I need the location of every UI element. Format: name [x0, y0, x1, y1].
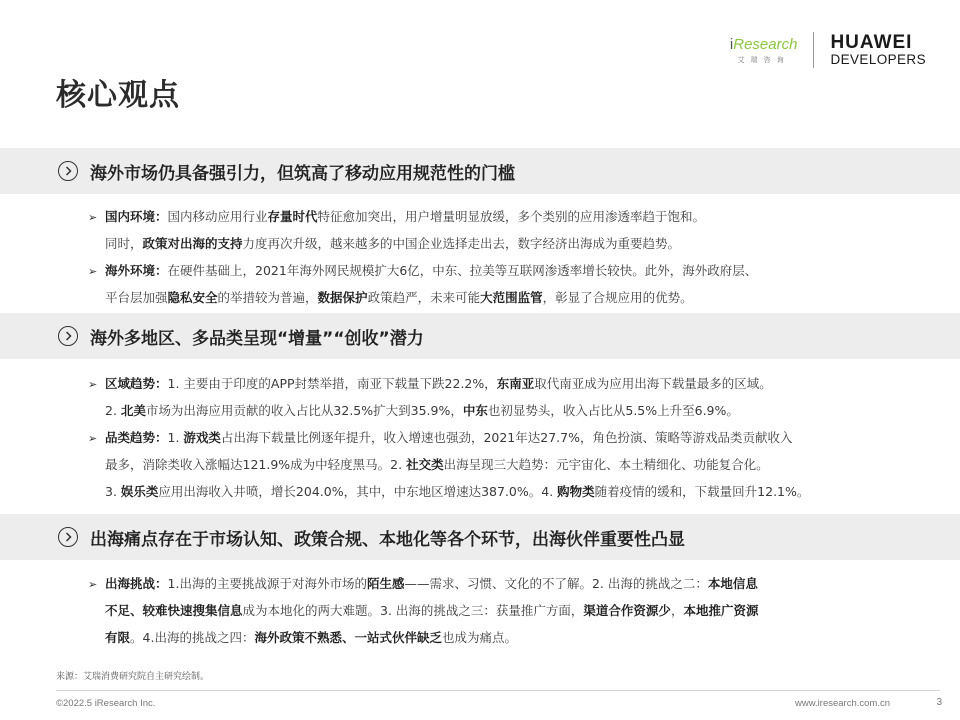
emphasis-text: 购物类 — [557, 484, 595, 499]
section-header-3 — [0, 514, 960, 560]
section-body-3 — [88, 570, 928, 651]
header-logos — [730, 30, 926, 70]
body-text: 应用出海收入井喷，增长204.0%，其中，中东地区增速达387.0%。4. — [158, 484, 558, 499]
body-text: 1.出海的主要挑战源于对海外市场的 — [167, 576, 367, 591]
body-text: 特征愈加突出，用户增量明显放缓，多个类别的应用渗透率趋于饱和。 — [317, 209, 706, 224]
emphasis-text: 出海挑战： — [105, 576, 168, 591]
emphasis-text: 陌生感 — [366, 576, 405, 591]
source-note: 来源：艾瑞消费研究院自主研究绘制。 — [56, 672, 210, 682]
continuation-line — [88, 230, 928, 257]
continuation-line — [88, 397, 928, 424]
emphasis-text: 不足、较难快速搜集信息 — [105, 603, 243, 618]
iresearch-logo-i: i — [729, 35, 734, 53]
chevron-right-circle-icon — [58, 527, 78, 547]
continuation-line — [88, 284, 928, 311]
body-text: 1. 主要由于印度的APP封禁举措，南亚下载量下跌22.2%， — [167, 376, 497, 391]
emphasis-text: 本地信息 — [707, 576, 758, 591]
body-text: 也初显势头，收入占比从5.5%上升至6.9%。 — [487, 403, 739, 418]
emphasis-text: 渠道合作资源少 — [583, 603, 671, 618]
copyright-text: ©2022.5 iResearch Inc. — [56, 698, 156, 709]
body-text: 占出海下载量比例逐年提升，收入增速也强劲，2021年达27.7%，角色扮演、策略等游戏品类贡献收入 — [220, 430, 793, 445]
bullet-line — [88, 203, 928, 230]
body-text: 也成为痛点。 — [441, 630, 517, 645]
arrowhead-bullet-icon: ➢ — [88, 378, 98, 391]
body-text: 最多，消除类收入涨幅达121.9%成为中轻度黑马。2. — [105, 457, 407, 472]
bullet-line — [88, 370, 928, 397]
emphasis-text: 娱乐类 — [120, 484, 159, 499]
body-text: 3. — [105, 484, 121, 499]
emphasis-text: 中东 — [462, 403, 488, 418]
emphasis-text: 东南亚 — [496, 376, 535, 391]
emphasis-text: 区域趋势： — [105, 376, 168, 391]
emphasis-text: 存量时代 — [267, 209, 318, 224]
section-header-1 — [0, 148, 960, 194]
iresearch-logo-word: Research — [733, 35, 798, 53]
logo-divider — [813, 32, 814, 68]
body-text: 。4.出海的挑战之四： — [130, 630, 255, 645]
section-header-2 — [0, 313, 960, 359]
emphasis-text: 海外政策不熟悉、一站式伙伴缺乏 — [254, 630, 442, 645]
emphasis-text: 品类趋势： — [105, 430, 168, 445]
arrowhead-bullet-icon: ➢ — [88, 265, 98, 278]
continuation-line — [88, 624, 928, 651]
emphasis-text: 大范围监管 — [480, 290, 543, 305]
body-text: ， — [670, 603, 684, 618]
body-text: 市场为出海应用贡献的收入占比从32.5%扩大到35.9%， — [145, 403, 463, 418]
emphasis-text: 有限 — [105, 630, 131, 645]
section-body-2 — [88, 370, 928, 505]
continuation-line — [88, 451, 928, 478]
body-text: 1. — [167, 430, 184, 445]
chevron-right-circle-icon — [58, 161, 78, 181]
emphasis-text: 社交类 — [406, 457, 444, 472]
body-text: 在硬件基础上，2021年海外网民规模扩大6亿，中东、拉美等互联网渗透率增长较快。此外，海外政府层、 — [167, 263, 758, 278]
body-text: 国内移动应用行业 — [167, 209, 268, 224]
emphasis-text: 游戏类 — [183, 430, 221, 445]
section-body-1 — [88, 203, 928, 311]
huawei-logo-text: HUAWEI — [830, 31, 913, 53]
body-text: 取代南亚成为应用出海下载量最多的区域。 — [534, 376, 772, 391]
emphasis-text: 数据保护 — [317, 290, 368, 305]
developers-logo-text: DEVELOPERS — [830, 51, 926, 67]
footer-divider — [56, 690, 940, 691]
bullet-line — [88, 570, 928, 597]
emphasis-text: 北美 — [120, 403, 146, 418]
section-heading: 海外多地区、多品类呈现“增量”“创收”潜力 — [90, 328, 424, 349]
chevron-right-circle-icon — [58, 326, 78, 346]
body-text: 政策趋严，未来可能 — [367, 290, 481, 305]
emphasis-text: 本地推广资源 — [683, 603, 759, 618]
body-text: 力度再次升级，越来越多的中国企业选择走出去，数字经济出海成为重要趋势。 — [242, 236, 681, 251]
iresearch-logo — [730, 36, 798, 65]
page-number: 3 — [936, 697, 942, 708]
body-text: 随着疫情的缓和，下载量回升12.1%。 — [594, 484, 810, 499]
page-title: 核心观点 — [56, 78, 180, 113]
body-text: 成为本地化的两大难题。3. 出海的挑战之三：获量推广方面， — [242, 603, 584, 618]
body-text: ，彰显了合规应用的优势。 — [542, 290, 693, 305]
website-link[interactable]: www.iresearch.com.cn — [794, 698, 890, 709]
body-text: 同时， — [105, 236, 143, 251]
body-text: 2. — [105, 403, 121, 418]
arrowhead-bullet-icon: ➢ — [88, 432, 98, 445]
arrowhead-bullet-icon: ➢ — [88, 211, 98, 224]
continuation-line — [88, 478, 928, 505]
continuation-line — [88, 597, 928, 624]
emphasis-text: 隐私安全 — [167, 290, 218, 305]
body-text: ——需求、习惯、文化的不了解。2. 出海的挑战之二： — [404, 576, 708, 591]
huawei-developers-logo — [830, 33, 926, 67]
bullet-line — [88, 424, 928, 451]
body-text: 的举措较为普遍， — [217, 290, 318, 305]
emphasis-text: 海外环境： — [105, 263, 168, 278]
arrowhead-bullet-icon: ➢ — [88, 578, 98, 591]
section-heading: 海外市场仍具备强引力，但筑高了移动应用规范性的门槛 — [90, 163, 515, 184]
emphasis-text: 政策对出海的支持 — [142, 236, 243, 251]
body-text: 出海呈现三大趋势：元宇宙化、本土精细化、功能复合化。 — [443, 457, 769, 472]
bullet-line — [88, 257, 928, 284]
emphasis-text: 国内环境： — [105, 209, 168, 224]
iresearch-logo-subtitle: 艾瑞咨询 — [737, 55, 790, 64]
section-heading: 出海痛点存在于市场认知、政策合规、本地化等各个环节，出海伙伴重要性凸显 — [90, 529, 685, 550]
body-text: 平台层加强 — [105, 290, 168, 305]
